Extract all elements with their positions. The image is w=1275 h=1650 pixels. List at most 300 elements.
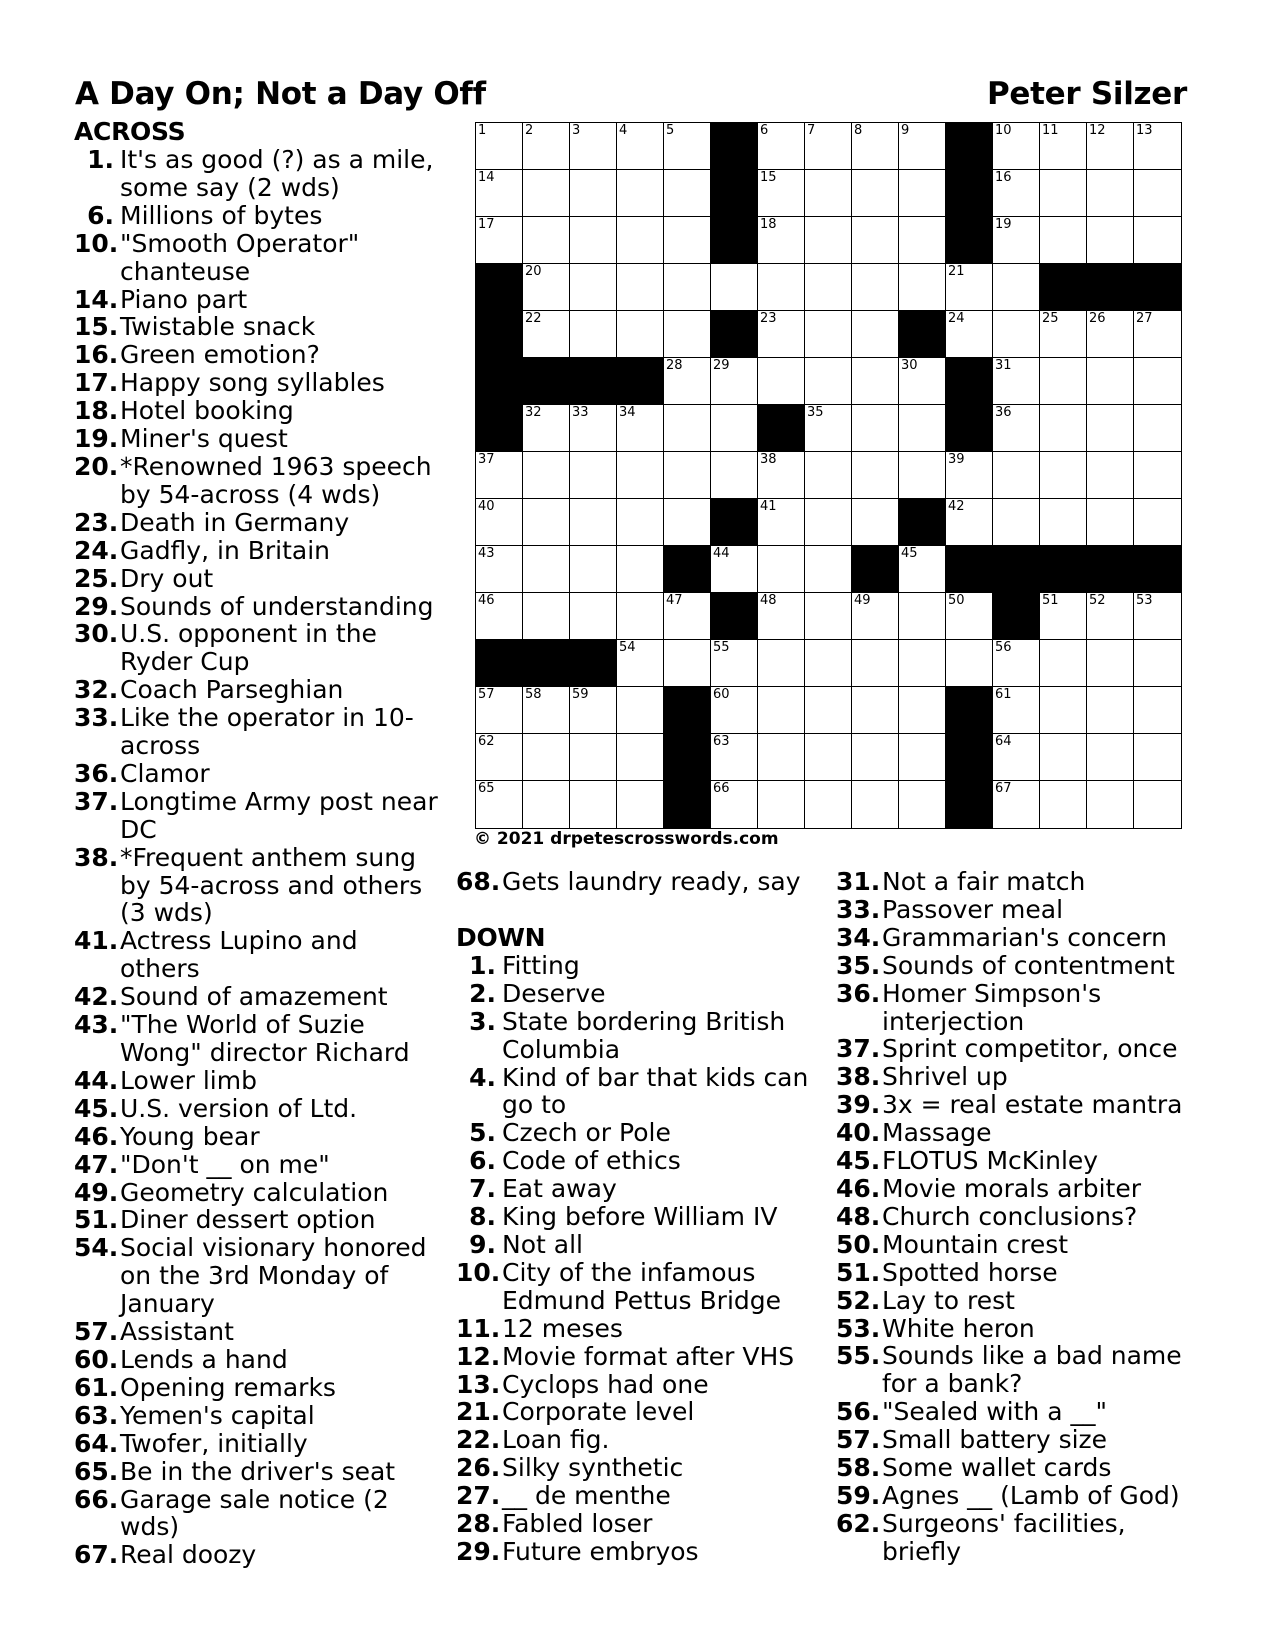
grid-cell[interactable] [617,311,664,358]
grid-cell[interactable] [993,123,1040,170]
grid-cell[interactable] [664,452,711,499]
grid-cell[interactable] [899,452,946,499]
grid-cell[interactable] [523,734,570,781]
grid-cell[interactable] [664,405,711,452]
down-clue [456,1343,814,1371]
cell-number: 62 [478,734,495,749]
clue-number: 5. [469,1118,496,1148]
cell-number: 63 [713,734,730,749]
grid-cell[interactable] [993,640,1040,687]
grid-cell[interactable] [617,499,664,546]
down-clue [456,1175,814,1203]
grid-cell[interactable] [758,452,805,499]
grid-cell[interactable] [617,781,664,828]
down-clue [836,1063,1196,1091]
down-clue [456,1203,814,1231]
grid-cell[interactable] [476,499,523,546]
cell-number: 20 [525,264,542,279]
clue-text: Sounds of contentment [882,950,1175,980]
grid-block [946,781,993,828]
grid-cell[interactable] [852,593,899,640]
grid-cell[interactable] [852,358,899,405]
across-clue [74,704,444,760]
grid-cell[interactable] [758,687,805,734]
grid-cell[interactable] [711,264,758,311]
grid-block [476,358,523,405]
grid-cell[interactable] [758,781,805,828]
grid-cell[interactable] [1040,358,1087,405]
grid-cell[interactable] [993,452,1040,499]
grid-cell[interactable] [1040,734,1087,781]
clue-text: "Don't __ on me" [120,1149,330,1179]
cell-number: 41 [760,499,777,514]
grid-cell[interactable] [570,170,617,217]
cell-number: 16 [995,170,1012,185]
grid-block [476,405,523,452]
grid-cell[interactable] [1087,640,1134,687]
across-clue [74,1458,444,1486]
cell-number: 32 [525,405,542,420]
clue-text: "Smooth Operator" chanteuse [120,228,360,286]
grid-cell[interactable] [523,123,570,170]
clue-number: 37. [836,1034,881,1064]
grid-cell[interactable] [1040,123,1087,170]
grid-cell[interactable] [852,781,899,828]
cell-number: 17 [478,217,495,232]
grid-cell[interactable] [1040,499,1087,546]
clue-text: Green emotion? [120,340,320,370]
grid-cell[interactable] [805,593,852,640]
clue-text: Silky synthetic [502,1453,684,1483]
grid-cell[interactable] [570,452,617,499]
grid-cell[interactable] [1134,170,1181,217]
grid-cell[interactable] [617,687,664,734]
clue-number: 26. [456,1453,501,1483]
grid-cell[interactable] [899,217,946,264]
cell-number: 39 [948,452,965,467]
across-clue [74,1318,444,1346]
grid-cell[interactable] [523,405,570,452]
grid-cell[interactable] [523,311,570,358]
grid-cell[interactable] [1134,123,1181,170]
grid-cell[interactable] [899,170,946,217]
grid-cell[interactable] [1040,781,1087,828]
grid-cell[interactable] [852,217,899,264]
clue-text: Church conclusions? [882,1201,1138,1231]
grid-cell[interactable] [711,546,758,593]
clue-number: 51. [836,1257,881,1287]
grid-cell[interactable] [1134,311,1181,358]
grid-block [946,170,993,217]
grid-cell[interactable] [1134,687,1181,734]
grid-cell[interactable] [570,593,617,640]
grid-cell[interactable] [1040,405,1087,452]
grid-cell[interactable] [711,452,758,499]
grid-cell[interactable] [993,311,1040,358]
clue-number: 31. [836,867,881,896]
grid-cell[interactable] [899,593,946,640]
across-clue [74,1541,444,1569]
grid-cell[interactable] [664,264,711,311]
clue-number: 32. [74,675,119,705]
clue-text: 12 meses [502,1313,623,1343]
grid-cell[interactable] [523,452,570,499]
grid-cell[interactable] [476,593,523,640]
down-clue [836,896,1196,924]
grid-cell[interactable] [993,734,1040,781]
grid-cell[interactable] [664,123,711,170]
grid-cell[interactable] [805,217,852,264]
cell-number: 28 [666,358,683,373]
cell-number: 66 [713,781,730,796]
grid-cell[interactable] [617,640,664,687]
grid-cell[interactable] [899,123,946,170]
grid-cell[interactable] [758,123,805,170]
grid-cell[interactable] [1134,405,1181,452]
grid-cell[interactable] [1040,452,1087,499]
grid-cell[interactable] [1040,687,1087,734]
clue-text: Some wallet cards [882,1453,1112,1483]
grid-cell[interactable] [711,734,758,781]
grid-cell[interactable] [1040,311,1087,358]
grid-cell[interactable] [523,264,570,311]
clue-number: 46. [74,1121,119,1151]
across-clue [74,1067,444,1095]
grid-cell[interactable] [899,781,946,828]
grid-cell[interactable] [993,264,1040,311]
grid-cell[interactable] [711,640,758,687]
down-clue [456,1538,814,1566]
grid-cell[interactable] [523,170,570,217]
grid-cell[interactable] [664,217,711,264]
grid-block [476,311,523,358]
grid-cell[interactable] [805,123,852,170]
grid-cell[interactable] [570,217,617,264]
grid-cell[interactable] [617,734,664,781]
grid-cell[interactable] [805,734,852,781]
grid-cell[interactable] [476,217,523,264]
clue-number: 57. [74,1317,119,1347]
grid-cell[interactable] [523,499,570,546]
grid-cell[interactable] [711,405,758,452]
clue-number: 7. [469,1174,496,1204]
grid-cell[interactable] [1134,640,1181,687]
grid-cell[interactable] [570,123,617,170]
grid-cell[interactable] [1040,593,1087,640]
clue-number: 38. [74,842,119,872]
across-clue [74,1374,444,1402]
cell-number: 67 [995,781,1012,796]
grid-cell[interactable] [993,687,1040,734]
grid-cell[interactable] [570,311,617,358]
grid-cell[interactable] [1087,734,1134,781]
grid-cell[interactable] [852,264,899,311]
clue-text: Social visionary honored on the 3rd Monday of January [120,1233,427,1319]
clue-text: Kind of bar that kids can go to [502,1062,809,1120]
down-clue [836,1147,1196,1175]
grid-cell[interactable] [758,593,805,640]
grid-cell[interactable] [946,452,993,499]
grid-cell[interactable] [1134,593,1181,640]
down-clue [456,1315,814,1343]
across-clue [74,286,444,314]
grid-cell[interactable] [570,546,617,593]
grid-cell[interactable] [1134,217,1181,264]
grid-cell[interactable] [1087,452,1134,499]
grid-cell[interactable] [805,546,852,593]
grid-cell[interactable] [899,640,946,687]
grid-cell[interactable] [758,546,805,593]
cell-number: 61 [995,687,1012,702]
clue-number: 45. [74,1093,119,1123]
cell-number: 30 [901,358,918,373]
clue-number: 57. [836,1425,881,1455]
grid-cell[interactable] [993,499,1040,546]
grid-block [664,546,711,593]
grid-cell[interactable] [617,452,664,499]
clue-number: 38. [836,1062,881,1092]
cell-number: 55 [713,640,730,655]
grid-cell[interactable] [570,264,617,311]
grid-cell[interactable] [476,123,523,170]
grid-cell[interactable] [1134,734,1181,781]
across-clue [74,1179,444,1207]
clue-text: Code of ethics [502,1146,681,1176]
clue-number: 19. [74,424,119,454]
grid-cell[interactable] [946,264,993,311]
grid-cell[interactable] [993,405,1040,452]
grid-cell[interactable] [805,452,852,499]
grid-cell[interactable] [476,546,523,593]
grid-cell[interactable] [852,687,899,734]
grid-cell[interactable] [805,311,852,358]
grid-cell[interactable] [758,640,805,687]
grid-block [711,593,758,640]
grid-cell[interactable] [758,499,805,546]
grid-cell[interactable] [852,452,899,499]
grid-cell[interactable] [805,640,852,687]
grid-cell[interactable] [476,781,523,828]
grid-cell[interactable] [1087,405,1134,452]
grid-cell[interactable] [758,734,805,781]
cell-number: 12 [1089,123,1106,138]
grid-cell[interactable] [805,781,852,828]
grid-cell[interactable] [852,170,899,217]
grid-cell[interactable] [570,499,617,546]
grid-cell[interactable] [617,405,664,452]
grid-cell[interactable] [852,499,899,546]
cell-number: 37 [478,452,495,467]
cell-number: 56 [995,640,1012,655]
down-heading: DOWN [456,922,546,952]
across-clue [74,425,444,453]
grid-cell[interactable] [1134,499,1181,546]
clue-number: 45. [836,1146,881,1176]
grid-cell[interactable] [946,593,993,640]
across-clue [456,868,814,896]
grid-cell[interactable] [805,358,852,405]
grid-block [946,405,993,452]
grid-cell[interactable] [1087,123,1134,170]
grid-cell[interactable] [805,687,852,734]
grid-cell[interactable] [1134,358,1181,405]
grid-cell[interactable] [805,264,852,311]
grid-cell[interactable] [1087,358,1134,405]
clue-text: Not all [502,1229,583,1259]
grid-cell[interactable] [1134,781,1181,828]
clue-number: 52. [836,1285,881,1315]
grid-cell[interactable] [1134,452,1181,499]
clue-number: 30. [74,619,119,649]
grid-cell[interactable] [711,687,758,734]
clue-number: 63. [74,1400,119,1430]
clue-number: 61. [74,1372,119,1402]
grid-cell[interactable] [1087,687,1134,734]
grid-cell[interactable] [993,217,1040,264]
clue-number: 66. [74,1484,119,1514]
grid-cell[interactable] [1087,217,1134,264]
down-clue [456,1064,814,1120]
grid-cell[interactable] [664,593,711,640]
grid-cell[interactable] [946,499,993,546]
grid-cell[interactable] [664,170,711,217]
clue-number: 60. [74,1344,119,1374]
across-clue [74,983,444,1011]
grid-cell[interactable] [664,358,711,405]
cell-number: 60 [713,687,730,702]
grid-block [523,358,570,405]
grid-cell[interactable] [1040,170,1087,217]
grid-cell[interactable] [1040,640,1087,687]
grid-cell[interactable] [852,640,899,687]
grid-cell[interactable] [758,170,805,217]
grid-cell[interactable] [852,311,899,358]
clues-column-right [836,868,1196,1566]
grid-cell[interactable] [993,170,1040,217]
grid-cell[interactable] [664,640,711,687]
grid-cell[interactable] [852,734,899,781]
grid-cell[interactable] [1087,311,1134,358]
grid-cell[interactable] [805,405,852,452]
down-clue [836,868,1196,896]
across-clue [74,1206,444,1234]
down-clue [836,952,1196,980]
cell-number: 2 [525,123,534,138]
grid-cell[interactable] [946,640,993,687]
clue-text: Movie morals arbiter [882,1173,1141,1203]
grid-cell[interactable] [852,123,899,170]
clue-number: 3. [469,1006,496,1036]
grid-cell[interactable] [523,781,570,828]
grid-cell[interactable] [476,452,523,499]
clue-number: 68. [456,867,501,896]
grid-cell[interactable] [476,170,523,217]
cell-number: 47 [666,593,683,608]
puzzle-title: A Day On; Not a Day Off [75,76,486,112]
grid-cell[interactable] [1087,781,1134,828]
grid-cell[interactable] [523,546,570,593]
cell-number: 7 [807,123,816,138]
grid-block [664,687,711,734]
grid-cell[interactable] [899,546,946,593]
grid-cell[interactable] [899,687,946,734]
grid-cell[interactable] [1087,170,1134,217]
grid-cell[interactable] [617,593,664,640]
grid-cell[interactable] [476,687,523,734]
clue-text: Cyclops had one [502,1369,709,1399]
grid-cell[interactable] [805,170,852,217]
cell-number: 53 [1136,593,1153,608]
grid-cell[interactable] [899,734,946,781]
grid-cell[interactable] [899,264,946,311]
grid-cell[interactable] [476,734,523,781]
across-clue [74,202,444,230]
clue-number: 21. [456,1397,501,1427]
grid-cell[interactable] [617,170,664,217]
clue-text: Lower limb [120,1065,257,1095]
clue-number: 14. [74,284,119,314]
grid-cell[interactable] [617,546,664,593]
grid-cell[interactable] [570,734,617,781]
grid-cell[interactable] [711,358,758,405]
grid-block [711,311,758,358]
down-clue [836,1426,1196,1454]
grid-cell[interactable] [664,311,711,358]
across-clue [74,1123,444,1151]
grid-cell[interactable] [617,123,664,170]
grid-cell[interactable] [805,499,852,546]
grid-cell[interactable] [570,781,617,828]
clue-text: City of the infamous Edmund Pettus Bridge [502,1257,782,1315]
grid-cell[interactable] [570,405,617,452]
down-clue [456,1426,814,1454]
grid-cell[interactable] [758,264,805,311]
grid-cell[interactable] [758,311,805,358]
grid-cell[interactable] [617,217,664,264]
grid-cell[interactable] [758,358,805,405]
grid-cell[interactable] [617,264,664,311]
down-clue [836,1482,1196,1510]
grid-cell[interactable] [711,781,758,828]
grid-block [993,593,1040,640]
grid-cell[interactable] [758,217,805,264]
grid-cell[interactable] [1087,593,1134,640]
grid-cell[interactable] [523,593,570,640]
grid-cell[interactable] [993,781,1040,828]
grid-cell[interactable] [899,358,946,405]
grid-cell[interactable] [1040,217,1087,264]
clue-number: 6. [87,200,114,230]
cell-number: 14 [478,170,495,185]
grid-cell[interactable] [946,311,993,358]
clue-text: Opening remarks [120,1372,336,1402]
down-clue [456,1371,814,1399]
grid-cell[interactable] [852,405,899,452]
grid-cell[interactable] [664,499,711,546]
grid-cell[interactable] [523,687,570,734]
clue-text: Sprint competitor, once [882,1034,1178,1064]
cell-number: 1 [478,123,487,138]
clue-text: Czech or Pole [502,1118,671,1148]
grid-cell[interactable] [523,217,570,264]
clue-text: Coach Parseghian [120,675,344,705]
clue-text: King before William IV [502,1202,778,1232]
clue-number: 62. [836,1508,881,1538]
grid-cell[interactable] [570,687,617,734]
grid-cell[interactable] [899,405,946,452]
grid-cell[interactable] [993,358,1040,405]
grid-cell[interactable] [1087,499,1134,546]
